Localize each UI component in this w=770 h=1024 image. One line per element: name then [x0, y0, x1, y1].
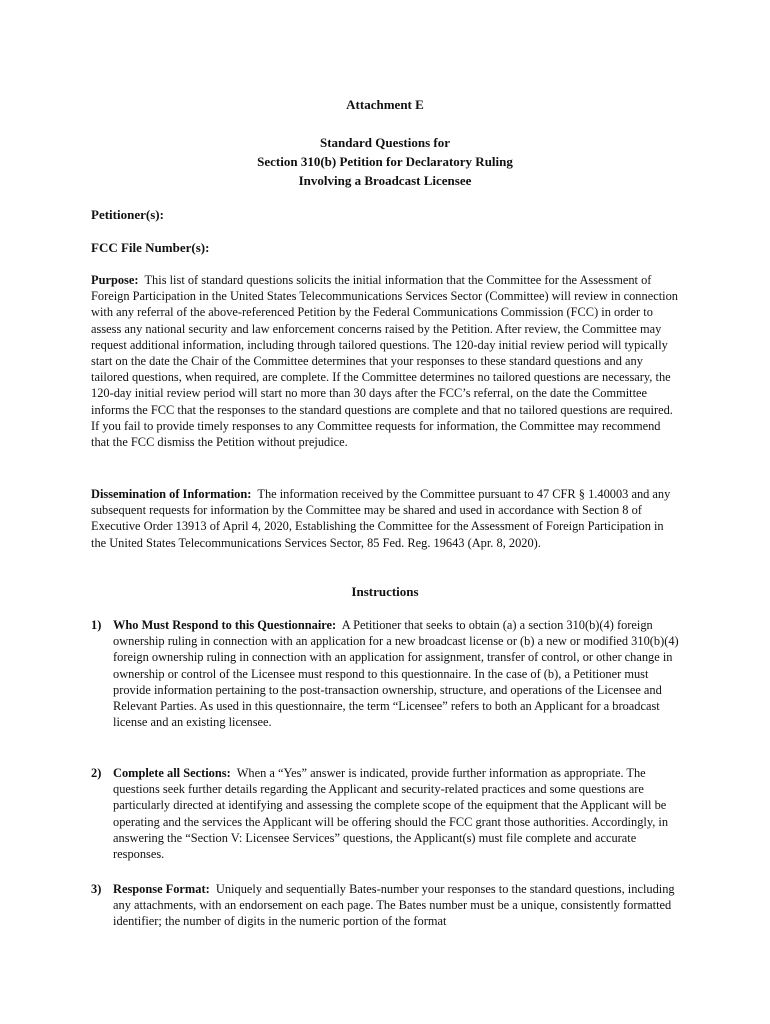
purpose-paragraph	[91, 272, 681, 450]
title-line: Standard Questions for	[319, 135, 451, 150]
dissemination-label: Dissemination of Information:	[91, 487, 252, 501]
title-line: Involving a Broadcast Licensee	[298, 173, 472, 188]
dissemination-text: The information received by the Committee pursuant to 47 CFR § 1.40003 and any subsequent requests for information by the Committee may be shared and used in accordance with Section 8 of Executive Order 13913 of April 4, 2020, Establishing the Committee for the Assessment of Foreign Participation in the United States Telecommunications Services Sector, 85 Fed. Reg. 19643 (Apr. 8, 2020).	[91, 487, 671, 550]
item-number: 2)	[91, 766, 102, 780]
instruction-item	[91, 765, 681, 862]
title-line: Section 310(b) Petition for Declaratory Ruling	[257, 154, 513, 169]
item-title: Complete all Sections:	[113, 766, 231, 780]
item-title: Response Format:	[113, 882, 210, 896]
item-text: Uniquely and sequentially Bates-number your responses to the standard questions, including any attachments, with an endorsement on each page. The Bates number must be a unique, consistently formatted identifier; the number of digits in the numeric portion of the format	[113, 882, 675, 929]
document-title	[0, 133, 770, 190]
item-number: 1)	[91, 618, 102, 632]
instruction-item	[91, 881, 681, 930]
item-title: Who Must Respond to this Questionnaire:	[113, 618, 337, 632]
instruction-item	[91, 617, 681, 730]
item-text: When a “Yes” answer is indicated, provide further information as appropriate. The questions seek further details regarding the Applicant and security-related practices and some questions are particularly directed at identifying and assessing the complete scope of the equipment that the Applicant will be operating and the services the Applicant will be offering should the FCC grant those authorities. Accordingly, in answering the “Section V: Licensee Services” questions, the Applicant(s) must file complete and accurate responses.	[113, 766, 669, 862]
instructions-heading: Instructions	[351, 584, 419, 599]
purpose-label: Purpose:	[91, 273, 139, 287]
dissemination-paragraph	[91, 486, 681, 551]
item-text: A Petitioner that seeks to obtain (a) a section 310(b)(4) foreign ownership ruling in connection with an application for a new broadcast license or (b) a new or modified 310(b)(4) foreign ownership ruling in connection with an application for assignment, transfer of control, or other change in ownership or control of the Licensee must respond to this questionnaire. In the case of (b), a Petitioner must provide information pertaining to the post-transaction ownership, structure, and operations of the Licensee and Relevant Parties. As used in this questionnaire, the term “Licensee” refers to both an Applicant for a broadcast license and an existing licensee.	[113, 618, 679, 730]
file-numbers-field-label: FCC File Number(s):	[91, 240, 210, 255]
petitioners-field-label: Petitioner(s):	[91, 207, 164, 222]
attachment-label: Attachment E	[346, 97, 424, 112]
purpose-text: This list of standard questions solicits the initial information that the Committee for the Assessment of Foreign Participation in the United States Telecommunications Services Sector (Committee) will review in connection with any referral of the above-referenced Petition by the Federal Communications Commission (FCC) in order to assess any national security and law enforcement concerns raised by the Petition. After review, the Committee may request additional information, including through tailored questions. The 120-day initial review period will typically start on the date the Chair of the Committee determines that your responses to these standard questions and any tailored questions, when required, are complete. If the Committee determines no tailored questions are necessary, the 120-day initial review period will start no more than 30 days after the FCC’s referral, on the date the Committee informs the FCC that the responses to the standard questions are complete and that no tailored questions are required. If you fail to provide timely responses to any Committee requests for information, the Committee may recommend that the FCC dismiss the Petition without prejudice.	[91, 273, 678, 450]
item-number: 3)	[91, 882, 102, 896]
